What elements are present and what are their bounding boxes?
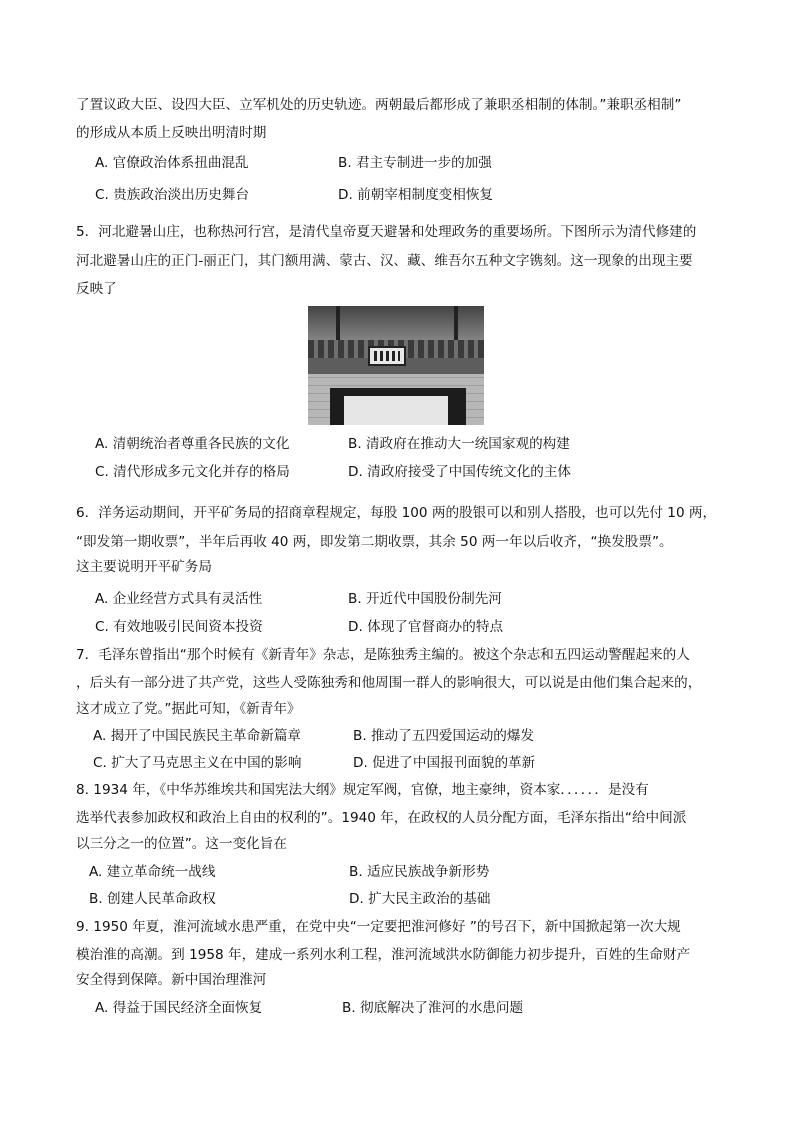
q7-option-b: B. 推动了五四爱国运动的爆发 bbox=[353, 728, 535, 744]
q7-option-c: C. 扩大了马克思主义在中国的影响 bbox=[93, 755, 302, 771]
q5-option-a: A. 清朝统治者尊重各民族的文化 bbox=[95, 436, 290, 452]
q9-stem-line-1: 9. 1950 年夏，淮河流域水患严重，在党中央“一定要把淮河修好 ”的号召下，新中国掀起第一次大规 bbox=[76, 919, 681, 935]
q5-stem-line-3: 反映了 bbox=[76, 281, 117, 297]
q5-option-c: C. 清代形成多元文化并存的格局 bbox=[95, 464, 290, 480]
q9-stem-line-2: 模治淮的高潮。到 1958 年，建成一系列水利工程，淮河流域洪水防御能力初步提升，百姓的生命财产 bbox=[76, 947, 691, 963]
q6-option-b: B. 开近代中国股份制先河 bbox=[348, 591, 502, 607]
q6-option-c: C. 有效地吸引民间资本投资 bbox=[95, 619, 263, 635]
q4-stem-line-2: 的形成从本质上反映出明清时期 bbox=[76, 125, 267, 141]
q9-option-a: A. 得益于国民经济全面恢复 bbox=[95, 1000, 263, 1016]
q6-stem-line-1: 6．洋务运动期间，开平矿务局的招商章程规定，每股 100 两的股银可以和别人搭股，也可以先付 10 两， bbox=[76, 505, 717, 521]
q7-stem-line-1: 7．毛泽东曾指出“那个时候有《新青年》杂志，是陈独秀主编的。被这个杂志和五四运动警醒起来的人 bbox=[76, 647, 690, 663]
q7-stem-line-2: ，后头有一部分进了共产党，这些人受陈独秀和他周围一群人的影响很大，可以说是由他们集合起来的， bbox=[76, 675, 702, 691]
q8-option-b: B. 适应民族战争新形势 bbox=[349, 864, 490, 880]
q5-option-d: D. 清政府接受了中国传统文化的主体 bbox=[348, 464, 572, 480]
q6-stem-line-2: “即发第一期收票”，半年后再收 40 两，即发第二期收票，其余 50 两一年以后收齐，“换发股票”。 bbox=[76, 534, 673, 550]
q6-stem-line-3: 这主要说明开平矿务局 bbox=[76, 559, 212, 575]
q7-option-a: A. 揭开了中国民族民主革命新篇章 bbox=[93, 728, 302, 744]
q4-option-c: C. 贵族政治淡出历史舞台 bbox=[95, 187, 250, 203]
lizheng-gate-photo bbox=[308, 306, 484, 425]
q8-stem-line-3: 以三分之一的位置”。这一变化旨在 bbox=[76, 836, 287, 852]
q5-option-b: B. 清政府在推动大一统国家观的构建 bbox=[348, 436, 570, 452]
q8-option-a: A. 建立革命统一战线 bbox=[89, 864, 216, 880]
q8-stem-line-1: 8. 1934 年，《中华苏维埃共和国宪法大纲》规定军阀，官僚，地主豪绅，资本家．．．．．．是没有 bbox=[76, 782, 649, 798]
q4-option-d: D. 前朝宰相制度变相恢复 bbox=[338, 187, 494, 203]
q9-stem-line-3: 安全得到保障。新中国治理淮河 bbox=[76, 972, 267, 988]
q9-option-b: B. 彻底解决了淮河的水患问题 bbox=[342, 1000, 524, 1016]
q4-option-b: B. 君主专制进一步的加强 bbox=[338, 155, 492, 171]
q4-stem-line-1: 了置议政大臣、设四大臣、立军机处的历史轨迹。两朝最后都形成了兼职丞相制的体制。”兼职丞相制” bbox=[76, 97, 682, 113]
q7-stem-line-3: 这才成立了党。”据此可知，《新青年》 bbox=[76, 701, 301, 717]
q7-option-d: D. 促进了中国报刊面貌的革新 bbox=[353, 755, 536, 771]
q4-option-a: A. 官僚政治体系扭曲混乱 bbox=[95, 155, 249, 171]
gate-plaque bbox=[368, 346, 406, 366]
q8-option-d: D. 扩大民主政治的基础 bbox=[349, 891, 491, 907]
q5-stem-line-2: 河北避暑山庄的正门-丽正门，其门额用满、蒙古、汉、藏、维吾尔五种文字镌刻。这一现象的出现主要 bbox=[76, 253, 693, 269]
q6-option-a: A. 企业经营方式具有灵活性 bbox=[95, 591, 263, 607]
q5-stem-line-1: 5．河北避暑山庄，也称热河行宫，是清代皇帝夏天避暑和处理政务的重要场所。下图所示为清代修建的 bbox=[76, 224, 697, 240]
q8-option-c: B. 创建人民革命政权 bbox=[89, 891, 216, 907]
q8-stem-line-2: 选举代表参加政权和政治上自由的权利的”。1940 年，在政权的人员分配方面，毛泽东指出“给中间派 bbox=[76, 810, 687, 826]
q6-option-d: D. 体现了官督商办的特点 bbox=[348, 619, 504, 635]
